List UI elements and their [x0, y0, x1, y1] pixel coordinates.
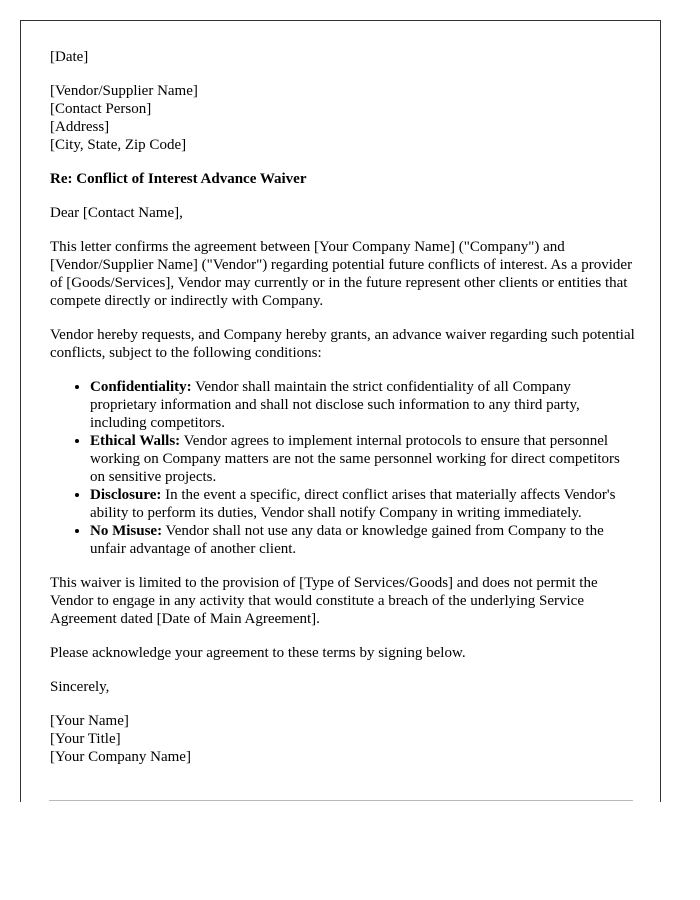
- waiver-paragraph: Vendor hereby requests, and Company hereby grants, an advance waiver regarding such potential conflicts, subject to the following conditions:: [50, 327, 635, 361]
- recipient-address-block: [50, 82, 635, 154]
- letter-body: [50, 48, 635, 766]
- signature-company: [Your Company Name]: [50, 749, 191, 765]
- condition-text: Vendor shall not use any data or knowledge gained from Company to the unfair advantage of another client.: [90, 523, 604, 557]
- condition-title: Ethical Walls:: [90, 433, 181, 449]
- salutation: Dear [Contact Name],: [50, 205, 183, 221]
- condition-item-no-misuse: [90, 522, 635, 558]
- condition-item-ethical-walls: [90, 432, 635, 486]
- condition-text: In the event a specific, direct conflict arises that materially affects Vendor's ability to perform its duties, Vendor shall notify Company in writing immediately.: [90, 487, 616, 521]
- condition-title: Confidentiality:: [90, 379, 192, 395]
- signature-divider: [49, 800, 633, 801]
- limitation-paragraph: This waiver is limited to the provision of [Type of Services/Goods] and does not permit the Vendor to engage in any activity that would constitute a breach of the underlying Service Agreement dated [Date of Main Agreement].: [50, 575, 598, 627]
- acknowledgement-paragraph: Please acknowledge your agreement to these terms by signing below.: [50, 645, 466, 661]
- recipient-contact: [Contact Person]: [50, 101, 152, 117]
- condition-item-disclosure: [90, 486, 635, 522]
- signature-name: [Your Name]: [50, 713, 129, 729]
- intro-paragraph: This letter confirms the agreement between [Your Company Name] ("Company") and [Vendor/Supplier Name] ("Vendor") regarding potential future conflicts of interest. As a provider of [Goods/Services], Vendor may currently or in the future represent other clients or entities that compete directly or indirectly with Company.: [50, 239, 633, 309]
- signature-block: [50, 712, 635, 766]
- condition-title: No Misuse:: [90, 523, 163, 539]
- date-block: [50, 48, 635, 66]
- condition-title: Disclosure:: [90, 487, 162, 503]
- signature-title: [Your Title]: [50, 731, 121, 747]
- closing: Sincerely,: [50, 679, 110, 695]
- letter-date: [Date]: [50, 49, 89, 65]
- letter-page: [20, 20, 661, 802]
- condition-text: Vendor shall maintain the strict confidentiality of all Company proprietary information and shall not disclose such information to any third party, including competitors.: [90, 379, 580, 431]
- subject-line: Re: Conflict of Interest Advance Waiver: [50, 171, 307, 187]
- recipient-address: [Address]: [50, 119, 110, 135]
- condition-item-confidentiality: [90, 378, 635, 432]
- condition-text: Vendor agrees to implement internal protocols to ensure that personnel working on Company matters are not the same personnel working for direct competitors on sensitive projects.: [90, 433, 620, 485]
- recipient-city-state-zip: [City, State, Zip Code]: [50, 137, 187, 153]
- conditions-list: [50, 378, 635, 558]
- recipient-name: [Vendor/Supplier Name]: [50, 83, 198, 99]
